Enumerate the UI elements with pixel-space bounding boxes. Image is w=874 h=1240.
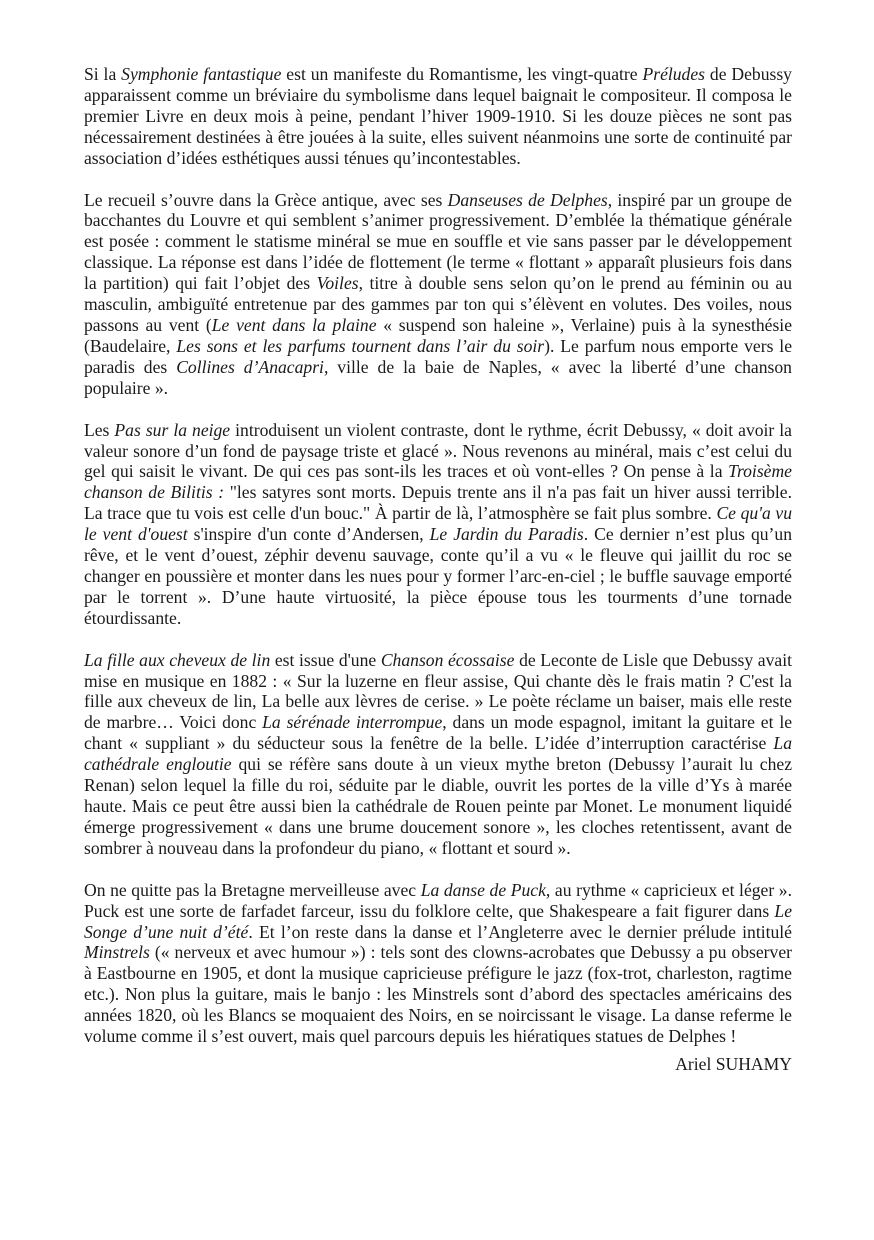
body-text: est un manifeste du Romantisme, les vingt-quatre xyxy=(281,64,643,84)
body-text: , titre à double sens selon qu’on le prend au féminin ou au masculin, ambiguïté entretenue par des gammes par ton qui s’élèvent en volutes. Des voiles, nous passons au vent ( xyxy=(84,273,792,335)
body-text: , dans un mode espagnol, imitant la guitare et le chant « suppliant » du séducteur sous la fenêtre de la belle. L’idée d’interruption caractérise xyxy=(84,712,793,754)
paragraph-delphes xyxy=(84,190,792,399)
paragraph-intro xyxy=(84,64,792,169)
paragraph-fille-lin xyxy=(84,650,792,859)
italic-title-text: Ce qu'a vu le vent d'ouest xyxy=(84,503,792,545)
italic-title-text: La danse de Puck xyxy=(420,879,546,900)
body-text: ). Le parfum nous emporte vers le paradis des xyxy=(84,335,792,377)
body-text: , ville de la baie de Naples, « avec la liberté d’une chanson populaire ». xyxy=(84,356,792,398)
paragraph-puck xyxy=(84,880,792,1047)
body-text: s'inspire d'un conte d’Andersen, xyxy=(187,524,430,545)
italic-title-text: Pas sur la neige xyxy=(114,419,231,440)
italic-title-text: Minstrels xyxy=(84,942,150,963)
body-text: "les satyres sont morts. Depuis trente ans il n'a pas fait un hiver aussi terrible. La trace que tu vois est celle d'un bouc." À partir de là, l’atmosphère se fait plus sombre. xyxy=(84,482,793,524)
italic-title-text: Danseuses de Delphes xyxy=(447,189,608,210)
body-text: Les xyxy=(84,419,115,440)
italic-title-text: Les sons et les parfums tournent dans l’air du soir xyxy=(176,335,545,356)
author-signature: Ariel SUHAMY xyxy=(675,1053,792,1074)
body-text: , au rythme « capricieux et léger ». Puck est une sorte de farfadet farceur, issu du folklore celte, que Shakespeare a fait figurer dans xyxy=(84,879,793,921)
body-text: , inspiré par un groupe de bacchantes du Louvre et qui semblent s’animer progressivement. D’emblée la thématique générale est posée : comment le statisme minéral se mue en souffle et vie sans passer par le développement classique. La réponse est dans l’idée de flottement (le terme « flottant » apparaît plusieurs fois dans la partition) qui fait l’objet des xyxy=(84,189,792,294)
body-text: (« nerveux et avec humour ») : tels sont des clowns-acrobates que Debussy a pu observer à Eastbourne en 1905, et dont la musique capricieuse préfigure le jazz (fox-trot, charleston, ragtime etc.). Non plus la guitare, mais le banjo : les Minstrels sont d’abord des spectacles américains des années 1820, où les Blancs se moquaient des Noirs, en se noircissant le visage. La danse referme le volume comme il s’est ouvert, mais quel parcours depuis les hiératiques statues de Delphes ! xyxy=(84,942,792,1047)
italic-title-text: Préludes xyxy=(642,64,706,84)
italic-title-text: Voiles xyxy=(316,273,359,294)
body-text: qui se réfère sans doute à un vieux mythe breton (Debussy l’aurait lu chez Renan) selon lequel la fille du roi, séduite par le diable, ouvrit les portes de la ville d’Ys à marée haute. Mais ce peut être aussi bien la cathédrale de Rouen peinte par Monet. Le monument liquidé émerge progressivement « dans une brume doucement sonore », les cloches retentissent, avant de sombrer à nouveau dans la profondeur du piano, « flottant et sourd ». xyxy=(84,754,792,858)
body-text: On ne quitte pas la Bretagne merveilleuse avec xyxy=(84,879,421,900)
italic-title-text: Collines d’Anacapri xyxy=(176,356,324,377)
body-text: est issue d'une xyxy=(270,649,381,670)
italic-title-text: Chanson écossaise xyxy=(380,649,515,670)
body-text: Le recueil s’ouvre dans la Grèce antique, avec ses xyxy=(84,189,448,210)
italic-title-text: La cathédrale engloutie xyxy=(84,733,792,775)
italic-title-text: Troisème chanson de Bilitis : xyxy=(84,461,792,503)
italic-title-text: Le vent dans la plaine xyxy=(211,314,377,335)
document-body xyxy=(84,64,792,1075)
body-text: . Et l’on reste dans la danse et l’Angleterre avec le dernier prélude intitulé xyxy=(248,921,792,942)
italic-title-text: La fille aux cheveux de lin xyxy=(84,649,271,670)
body-text: « suspend son haleine », Verlaine) puis à la synesthésie (Baudelaire, xyxy=(84,314,792,356)
body-text: . Ce dernier n’est plus qu’un rêve, et le vent d’ouest, zéphir devenu sauvage, conte qu’il a vu « le fleuve qui jaillit du roc se changer en poussière et monter dans les nues pour y former l’arc-en-ciel ; le buffle sauvage emporté par le torrent ». D’une haute virtuosité, la pièce épouse tous les tourments d’une tornade étourdissante. xyxy=(84,524,793,628)
italic-title-text: La sérénade interrompue xyxy=(262,712,443,733)
paragraph-neige xyxy=(84,420,792,629)
body-text: de Leconte de Lisle que Debussy avait mise en musique en 1882 : « Sur la luzerne en fleur assise, Qui chante dès le frais matin ? C'est la fille aux cheveux de lin, La belle aux lèvres de cerise. » Le poète réclame un baiser, mais elle reste de marbre… Voici donc xyxy=(84,649,792,733)
italic-title-text: Symphonie fantastique xyxy=(121,64,282,84)
italic-title-text: Le Jardin du Paradis xyxy=(429,524,584,545)
body-text: de Debussy apparaissent comme un bréviaire du symbolisme dans lequel baignait le compositeur. Il composa le premier Livre en deux mois à peine, pendant l’hiver 1909-1910. Si les douze pièces ne sont pas nécessairement destinées à être jouées à la suite, elles suivent néanmoins une sorte de continuité par association d’idées esthétiques aussi ténues qu’incontestables. xyxy=(84,64,792,168)
body-text: introduisent un violent contraste, dont le rythme, écrit Debussy, « doit avoir la valeur sonore d’un fond de paysage triste et glacé ». Nous revenons au minéral, mais c’est celui du gel qui saisit le vivant. De qui ces pas sont-ils les traces et où vont-elles ? On pense à la xyxy=(84,419,792,482)
body-text: Si la xyxy=(84,64,122,84)
italic-title-text: Le Songe d’une nuit d’été xyxy=(84,900,792,942)
